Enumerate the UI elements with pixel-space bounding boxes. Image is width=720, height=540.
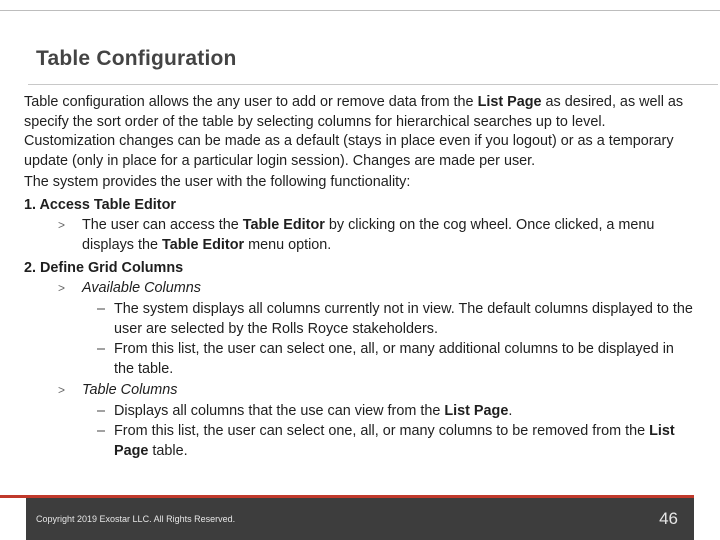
section-1-text-mid: by clicking on the cog wheel. Once clicked, a menu displays the <box>82 217 655 253</box>
top-divider <box>0 10 720 11</box>
table-columns-text-2: From this list, the user can select one, all, or many columns to be removed from the <box>114 423 650 440</box>
dash-marker: – <box>97 341 106 358</box>
title-divider <box>28 84 718 85</box>
available-columns-point-2 <box>24 340 694 379</box>
available-columns-point-1 <box>24 300 694 339</box>
bullet-marker: > <box>58 218 66 233</box>
table-columns-text-1-end: . <box>508 402 513 419</box>
table-columns-item <box>24 381 694 401</box>
available-columns-text-1: The system displays all columns currently not in view. The default columns displayed to the user are selected by the Rolls Royce stakeholders. <box>114 301 693 337</box>
footer-bar <box>26 498 694 540</box>
table-columns-point-2 <box>24 422 694 461</box>
intro-bold: List Page <box>477 94 542 110</box>
section-1-item <box>24 216 694 255</box>
bullet-marker: > <box>58 382 66 397</box>
available-columns-text-2: From this list, the user can select one, all, or many additional columns to be displayed in the table. <box>114 341 674 378</box>
list-page-bold: List Page <box>444 402 509 419</box>
list-page-bold-2: List Page <box>114 423 675 459</box>
available-columns-label: Available Columns <box>82 280 201 297</box>
copyright-text: Copyright 2019 Exostar LLC. All Rights Reserved. <box>36 514 236 524</box>
table-editor-bold-2: Table Editor <box>162 236 245 253</box>
available-columns-item <box>24 279 694 299</box>
provides-paragraph: The system provides the user with the following functionality: <box>24 173 411 190</box>
table-columns-text-2-end: table. <box>148 442 188 459</box>
intro-text-rest: as desired, as well as specify the sort order of the table by selecting columns for hierarchical searches up to level. Customization changes can be made as a default (stays in place even if you logout) or as a temporary update (only in place for a particular login session). Changes are made per user. <box>24 94 684 170</box>
intro-paragraph <box>24 93 694 172</box>
intro-text: Table configuration allows the any user to add or remove data from the <box>24 94 478 110</box>
table-columns-text-1: Displays all columns that the use can view from the <box>114 402 445 419</box>
slide-body <box>24 93 694 462</box>
section-1-text-end: menu option. <box>244 236 332 253</box>
slide-title: Table Configuration <box>36 47 237 70</box>
bullet-marker: > <box>58 281 66 296</box>
section-2-heading: 2. Define Grid Columns <box>24 259 184 276</box>
dash-marker: – <box>97 423 106 440</box>
table-editor-bold: Table Editor <box>242 217 325 234</box>
section-1-text: The user can access the <box>82 217 243 234</box>
dash-marker: – <box>97 301 106 318</box>
dash-marker: – <box>97 402 106 419</box>
table-columns-label: Table Columns <box>82 381 178 398</box>
page-number: 46 <box>659 509 678 528</box>
table-columns-point-1 <box>24 402 694 422</box>
section-1-heading: 1. Access Table Editor <box>24 196 176 213</box>
